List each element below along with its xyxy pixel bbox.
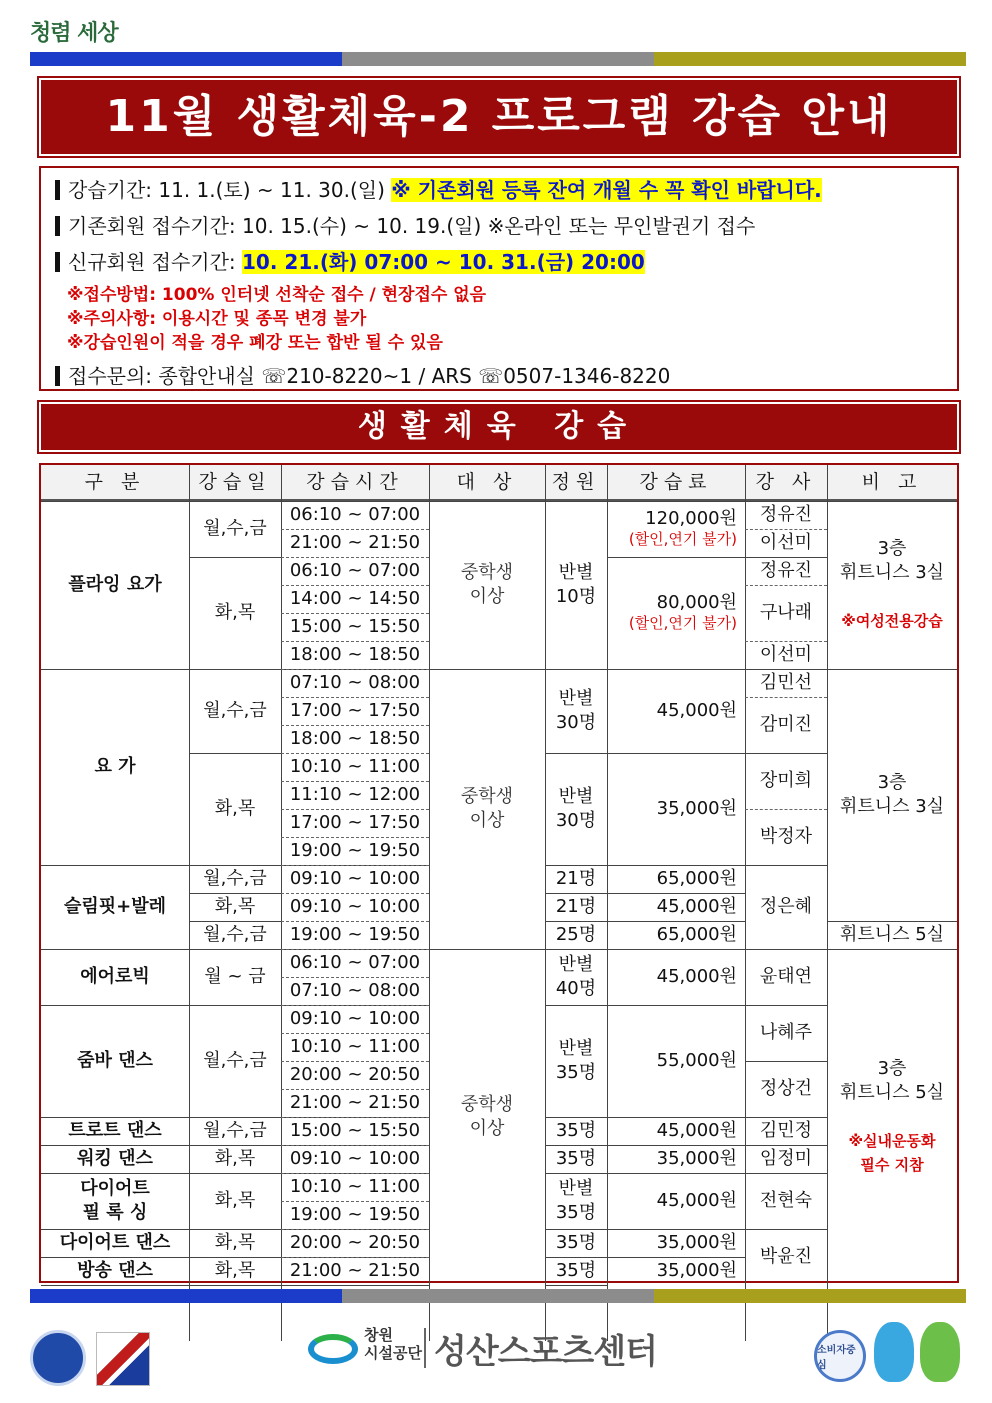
period-note: ※ 기존회원 등록 잔여 개월 수 꼭 확인 바랍니다. xyxy=(391,178,822,202)
info-box xyxy=(39,166,959,391)
grid-line xyxy=(429,949,545,950)
program-name: 트로트 댄스 xyxy=(68,1120,162,1141)
capacity: 35명 xyxy=(555,1120,597,1141)
class-time: 07:10 ~ 08:00 xyxy=(289,672,421,693)
instructor: 전현숙 xyxy=(759,1190,813,1211)
program-name: 에어로빅 xyxy=(80,966,150,987)
capacity: 35명 xyxy=(555,1232,597,1253)
fee: 35,000원 xyxy=(656,1260,737,1281)
fee: 65,000원 xyxy=(656,868,737,889)
class-time: 15:00 ~ 15:50 xyxy=(289,1120,421,1141)
note-cancel: ※강습인원이 적을 경우 폐강 또는 합반 될 수 있음 xyxy=(67,333,443,353)
grid-line xyxy=(607,865,745,866)
grid-line xyxy=(429,669,545,670)
class-time: 20:00 ~ 20:50 xyxy=(289,1232,421,1253)
col-header-target: 대 상 xyxy=(429,465,545,501)
title-banner xyxy=(39,78,959,156)
existing-line: 기존회원 접수기간: 10. 15.(수) ~ 10. 19.(일) ※온라인 또는 무인발권기 접수 xyxy=(55,210,755,239)
instructor: 감미진 xyxy=(759,714,813,735)
grid-line xyxy=(607,1117,745,1118)
capacity: 35명 xyxy=(555,1148,597,1169)
fee: 45,000원 xyxy=(656,896,737,917)
grid-line xyxy=(607,1229,745,1230)
class-time: 06:10 ~ 07:00 xyxy=(289,504,421,525)
class-time: 15:00 ~ 15:50 xyxy=(289,616,421,637)
class-time: 21:00 ~ 21:50 xyxy=(289,1092,421,1113)
capacity: 반별 10명 xyxy=(555,562,597,607)
class-time: 14:00 ~ 14:50 xyxy=(289,588,421,609)
mascot-green-icon xyxy=(920,1322,960,1382)
instructor: 이선미 xyxy=(759,644,813,665)
instructor: 구나래 xyxy=(759,602,813,623)
fee: 45,000원 xyxy=(656,966,737,987)
target-audience: 중학생 이상 xyxy=(460,786,514,831)
remarks-floor: 3층 휘트니스 5실 ※실내운동화 필수 지참 xyxy=(839,1058,945,1174)
grid-line xyxy=(41,1285,429,1286)
capacity: 21명 xyxy=(555,868,597,889)
instructor: 이선미 xyxy=(759,532,813,553)
page-title: 11월 생활체육-2 프로그램 강습 안내 xyxy=(105,91,893,142)
remarks-floor: 3층 휘트니스 3실 xyxy=(839,772,945,817)
instructor: 김민정 xyxy=(759,1120,813,1141)
grid-line xyxy=(607,669,745,670)
fee: 35,000원 xyxy=(656,1148,737,1169)
instructor: 박윤진 xyxy=(759,1246,813,1267)
class-time: 11:10 ~ 12:00 xyxy=(289,784,421,805)
section-title: 생활체육 강습 xyxy=(39,402,959,452)
capacity: 25명 xyxy=(555,924,597,945)
bottom-color-bar xyxy=(30,1289,966,1303)
grid-line xyxy=(827,669,957,670)
instructor: 정상건 xyxy=(759,1078,813,1099)
human-rights-seal-icon xyxy=(30,1330,86,1386)
fee: 45,000원 xyxy=(656,1120,737,1141)
class-days: 화,목 xyxy=(214,1260,256,1281)
contact-line: 접수문의: 종합안내실 ☏210-8220~1 / ARS ☏0507-1346-8220 xyxy=(55,360,670,389)
instructor: 장미희 xyxy=(759,770,813,791)
org-name: 창원 시설공단 xyxy=(364,1326,422,1362)
class-days: 월,수,금 xyxy=(203,868,267,889)
class-time: 09:10 ~ 10:00 xyxy=(289,896,421,917)
fee: 45,000원 xyxy=(656,700,737,721)
class-time: 17:00 ~ 17:50 xyxy=(289,812,421,833)
class-days: 월,수,금 xyxy=(203,1120,267,1141)
class-time: 09:10 ~ 10:00 xyxy=(289,1148,421,1169)
program-diet-boxing: 다이어트 필 록 싱 xyxy=(80,1178,150,1223)
grid-line xyxy=(607,1257,745,1258)
class-days: 화,목 xyxy=(214,1190,256,1211)
col-header-category: 구 분 xyxy=(41,465,189,501)
capacity: 반별 40명 xyxy=(555,954,597,999)
grid-line xyxy=(827,949,957,950)
instructor: 김민선 xyxy=(759,672,813,693)
program-name: 워킹 댄스 xyxy=(77,1148,153,1169)
instructor: 정유진 xyxy=(759,504,813,525)
class-time: 09:10 ~ 10:00 xyxy=(289,1008,421,1029)
fee: 45,000원 xyxy=(656,1190,737,1211)
instructor: 정유진 xyxy=(759,560,813,581)
target-audience: 중학생 이상 xyxy=(460,1094,514,1139)
class-time: 17:00 ~ 17:50 xyxy=(289,700,421,721)
class-time: 10:10 ~ 11:00 xyxy=(289,756,421,777)
class-days: 화,목 xyxy=(214,798,256,819)
col-header-instructor: 강 사 xyxy=(745,465,827,501)
program-name: 줌바 댄스 xyxy=(77,1050,153,1071)
note-caution: ※주의사항: 이용시간 및 종목 변경 불가 xyxy=(67,309,367,329)
grid-line xyxy=(607,949,745,950)
class-days: 월,수,금 xyxy=(203,1050,267,1071)
col-header-time: 강습시간 xyxy=(281,465,429,501)
grid-line xyxy=(607,753,745,754)
program-name: 방송 댄스 xyxy=(77,1260,153,1281)
class-time: 09:10 ~ 10:00 xyxy=(289,868,421,889)
grid-line xyxy=(607,557,745,558)
class-days: 월,수,금 xyxy=(203,700,267,721)
remarks-room: 휘트니스 5실 xyxy=(839,924,945,945)
col-header-capacity: 정원 xyxy=(545,465,607,501)
new-line: 신규회원 접수기간: 10. 21.(화) 07:00 ~ 10. 31.(금) 20:00 xyxy=(55,246,645,275)
mascot-blue-icon xyxy=(874,1322,914,1382)
instructor: 나혜주 xyxy=(759,1022,813,1043)
grid-line xyxy=(607,1005,745,1006)
class-days: 월 ~ 금 xyxy=(204,966,266,987)
top-color-bar xyxy=(30,52,966,66)
class-days: 화,목 xyxy=(214,602,256,623)
grid-line xyxy=(607,921,745,922)
program-name: 요 가 xyxy=(94,756,136,777)
fee: 80,000원 (할인,연기 불가) xyxy=(628,592,737,632)
program-name: 플라잉 요가 xyxy=(68,574,162,595)
note-method: ※접수방법: 100% 인터넷 선착순 접수 / 현장접수 없음 xyxy=(67,285,487,305)
fee: 35,000원 xyxy=(656,1232,737,1253)
grid-line xyxy=(607,1173,745,1174)
footer xyxy=(0,1318,992,1388)
class-time: 10:10 ~ 11:00 xyxy=(289,1036,421,1057)
capacity: 21명 xyxy=(555,896,597,917)
capacity: 반별 35명 xyxy=(555,1038,597,1083)
class-days: 화,목 xyxy=(214,1232,256,1253)
class-time: 21:00 ~ 21:50 xyxy=(289,532,421,553)
certification-mark-icon xyxy=(96,1332,150,1386)
brand-logo: 청렴 세상 xyxy=(30,21,118,46)
class-time: 10:10 ~ 11:00 xyxy=(289,1176,421,1197)
class-days: 화,목 xyxy=(214,1148,256,1169)
class-time: 19:00 ~ 19:50 xyxy=(289,840,421,861)
grid-line xyxy=(545,1285,607,1286)
class-time: 20:00 ~ 20:50 xyxy=(289,1064,421,1085)
program-name: 슬림핏+발레 xyxy=(63,896,167,917)
class-time: 18:00 ~ 18:50 xyxy=(289,644,421,665)
instructor: 정은혜 xyxy=(759,896,813,917)
class-days: 월,수,금 xyxy=(203,518,267,539)
footer-divider xyxy=(424,1328,426,1368)
grid-line xyxy=(607,1145,745,1146)
class-time: 06:10 ~ 07:00 xyxy=(289,952,421,973)
remarks-floor: 3층 휘트니스 3실 ※여성전용강습 xyxy=(839,538,945,630)
class-time: 18:00 ~ 18:50 xyxy=(289,728,421,749)
class-time: 21:00 ~ 21:50 xyxy=(289,1260,421,1281)
class-time: 19:00 ~ 19:50 xyxy=(289,1204,421,1225)
instructor: 임정미 xyxy=(759,1148,813,1169)
capacity: 반별 30명 xyxy=(555,786,597,831)
class-time: 19:00 ~ 19:50 xyxy=(289,924,421,945)
ccm-badge-icon: 소비자중심 xyxy=(814,1330,866,1382)
capacity: 반별 30명 xyxy=(555,688,597,733)
new-period: 10. 21.(화) 07:00 ~ 10. 31.(금) 20:00 xyxy=(242,250,645,274)
class-time: 07:10 ~ 08:00 xyxy=(289,980,421,1001)
col-header-fee: 강습료 xyxy=(607,465,745,501)
col-header-days: 강습일 xyxy=(189,465,281,501)
target-audience: 중학생 이상 xyxy=(460,562,514,607)
capacity: 반별 35명 xyxy=(555,1178,597,1223)
instructor: 윤태연 xyxy=(759,966,813,987)
fee: 35,000원 xyxy=(656,798,737,819)
center-name: 성산스포츠센터 xyxy=(434,1332,657,1372)
fee: 120,000원 (할인,연기 불가) xyxy=(628,508,737,548)
grid-line xyxy=(607,893,745,894)
class-time: 06:10 ~ 07:00 xyxy=(289,560,421,581)
fee: 65,000원 xyxy=(656,924,737,945)
program-name: 다이어트 댄스 xyxy=(59,1232,171,1253)
fee: 55,000원 xyxy=(656,1050,737,1071)
class-days: 월,수,금 xyxy=(203,924,267,945)
instructor: 박정자 xyxy=(759,826,813,847)
capacity: 35명 xyxy=(555,1260,597,1281)
col-header-remarks: 비 고 xyxy=(827,465,957,501)
grid-line xyxy=(827,921,957,922)
schedule-table xyxy=(39,463,959,1283)
period-line: 강습기간: 11. 1.(토) ~ 11. 30.(일) ※ 기존회원 등록 잔여 개월 수 꼭 확인 바랍니다. xyxy=(55,174,822,203)
org-logo-icon xyxy=(308,1334,358,1364)
class-days: 화,목 xyxy=(214,896,256,917)
